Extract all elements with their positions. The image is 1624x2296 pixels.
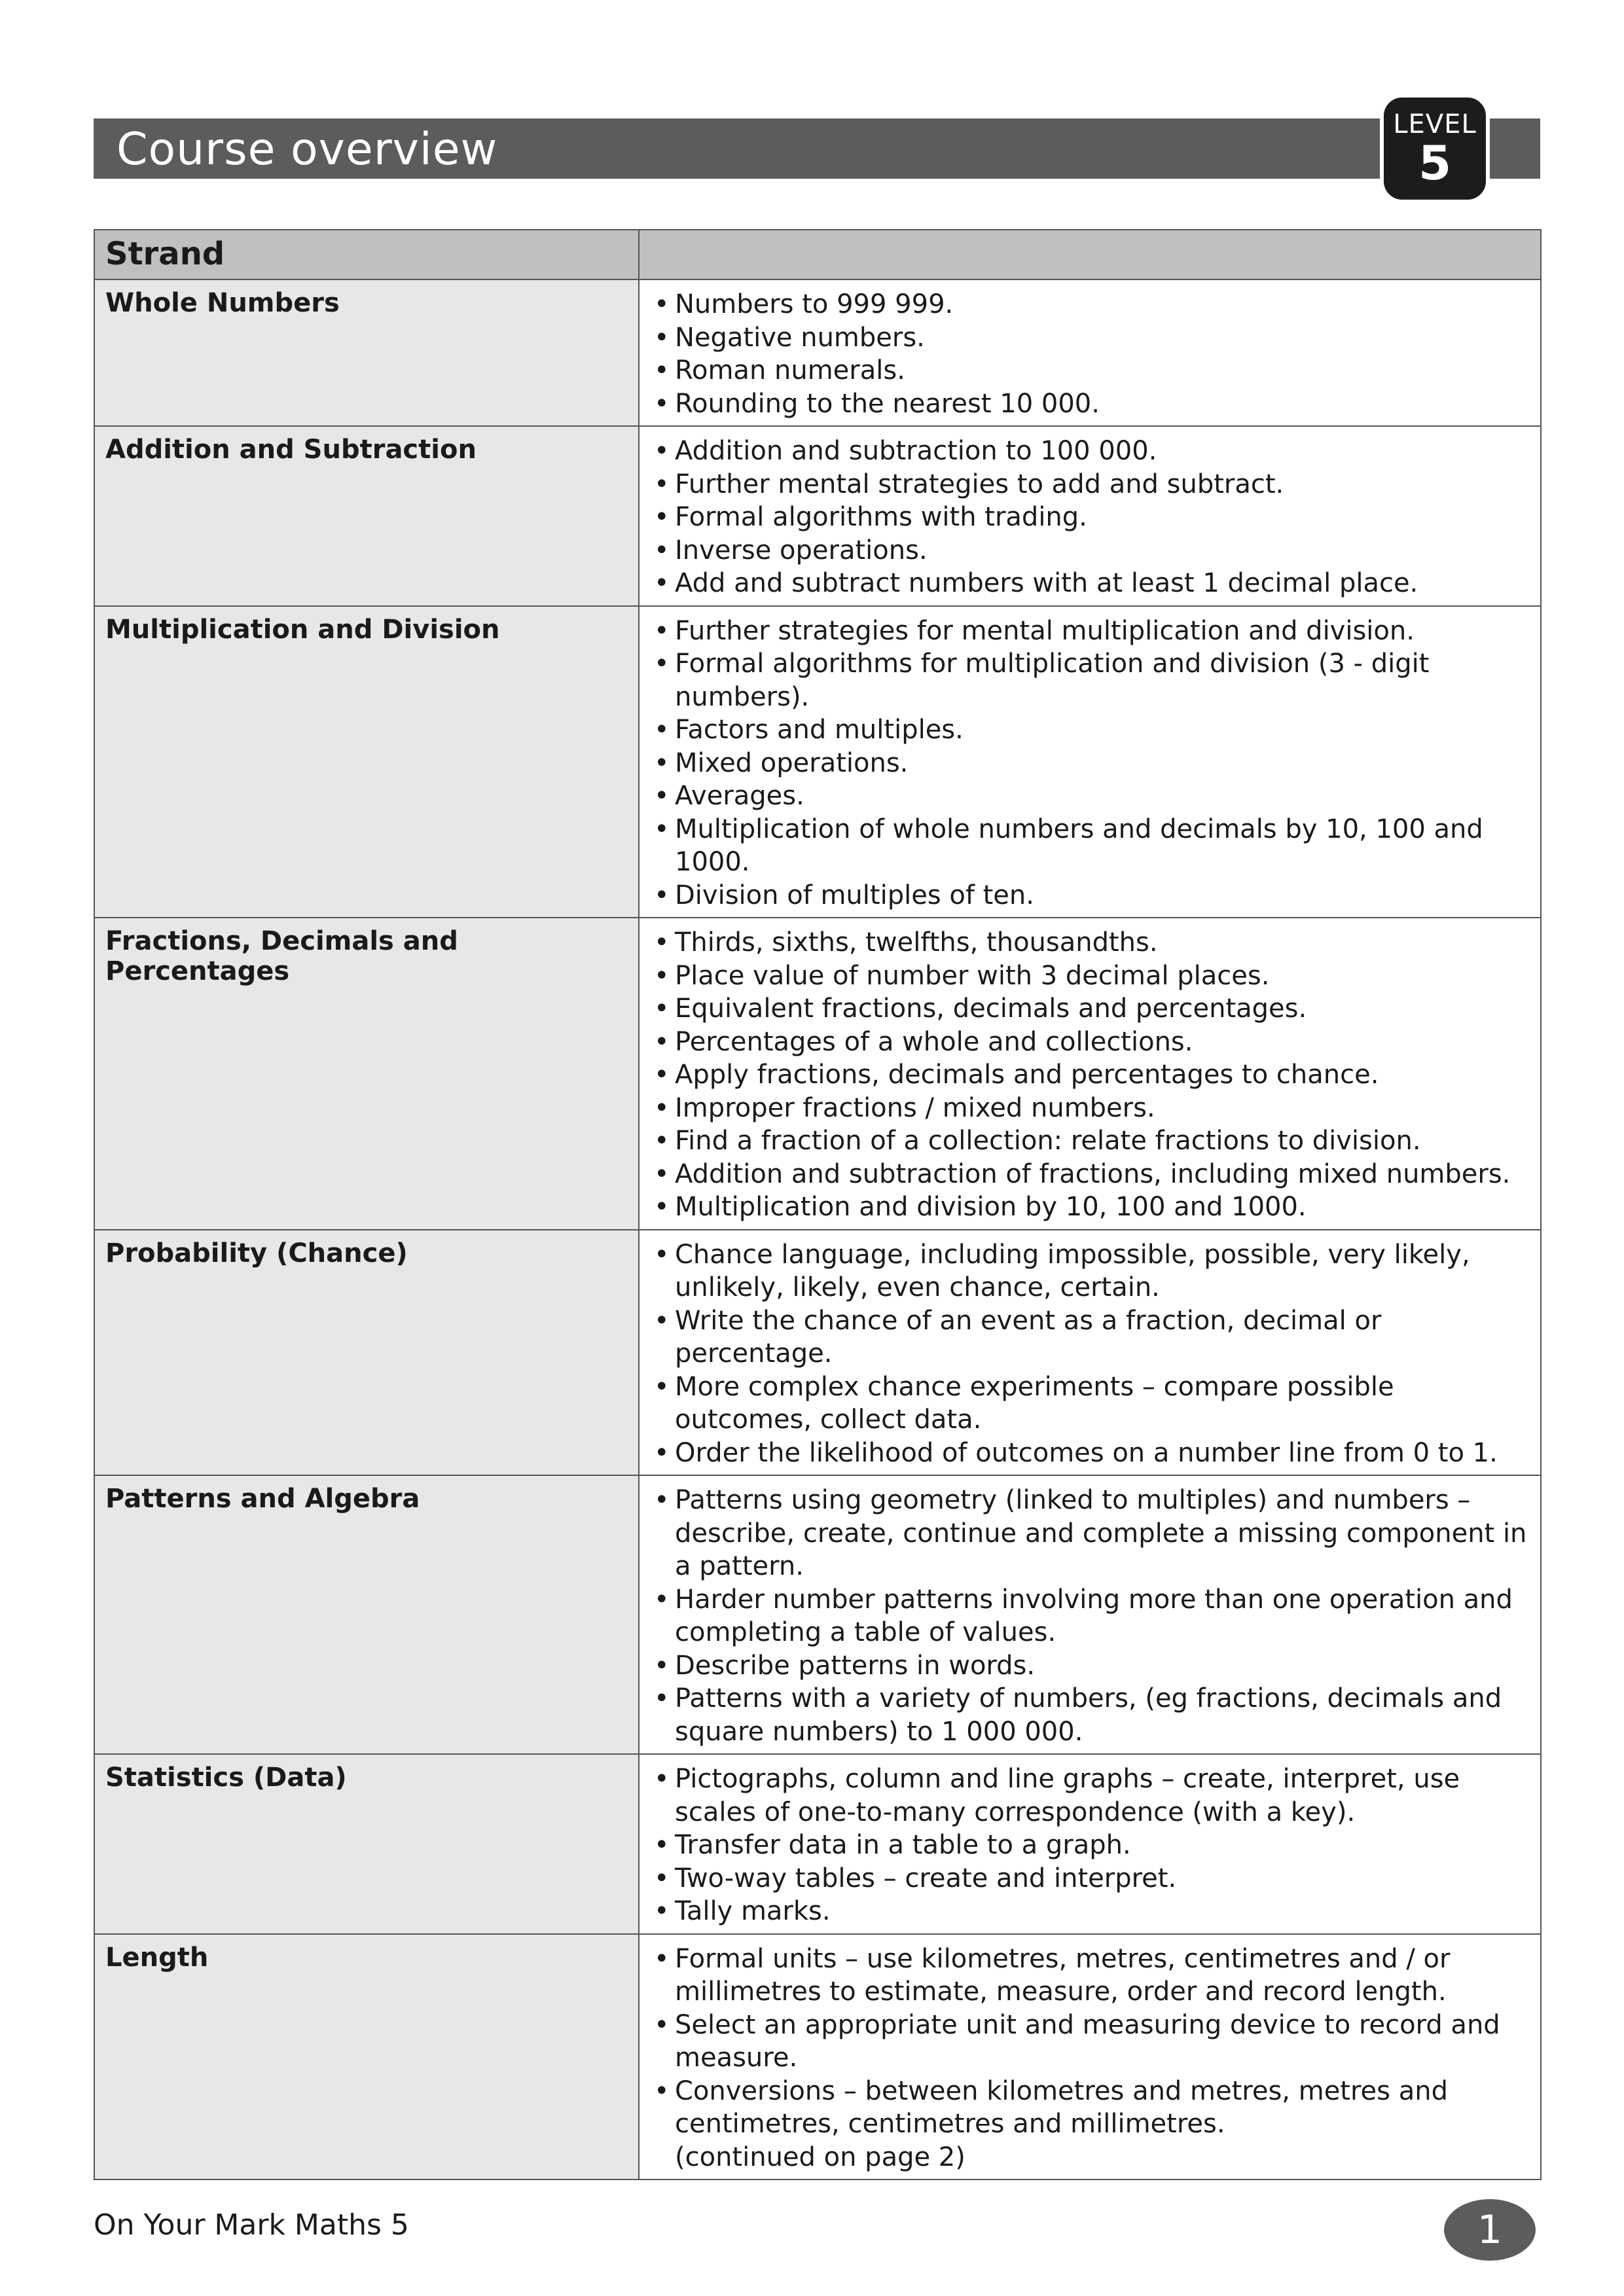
table-header-row: [94, 230, 1541, 279]
topic-item: • Apply fractions, decimals and percentages to chance.: [654, 1058, 1531, 1092]
topic-list: [654, 435, 1531, 600]
topic-item: • Place value of number with 3 decimal places.: [654, 960, 1531, 993]
topic-item: • Patterns with a variety of numbers, (eg fractions, decimals and square numbers) to 1 000 000.: [654, 1682, 1531, 1748]
topic-item: • Multiplication and division by 10, 100 and 1000.: [654, 1191, 1531, 1224]
strand-name: Length: [94, 1934, 639, 2180]
topic-list: [654, 615, 1531, 912]
topic-list: [654, 926, 1531, 1224]
topic-item: • Improper fractions / mixed numbers.: [654, 1092, 1531, 1125]
course-overview-table: [94, 229, 1542, 2180]
topic-item: • Harder number patterns involving more than one operation and completing a table of values.: [654, 1583, 1531, 1649]
topic-item: • Tally marks.: [654, 1895, 1531, 1928]
topic-item: • Further strategies for mental multiplication and division.: [654, 615, 1531, 648]
level-label: LEVEL: [1393, 109, 1477, 139]
strand-topics: [639, 918, 1541, 1230]
topic-item: • Transfer data in a table to a graph.: [654, 1829, 1531, 1862]
strand-name: Statistics (Data): [94, 1754, 639, 1934]
topic-item: • Two-way tables – create and interpret.: [654, 1862, 1531, 1895]
strand-topics: [639, 1475, 1541, 1754]
topic-list: [654, 1238, 1531, 1470]
topic-item: • Further mental strategies to add and subtract.: [654, 468, 1531, 501]
topic-item: • Averages.: [654, 780, 1531, 813]
topic-item: • Formal units – use kilometres, metres, centimetres and / or millimetres to estimate, measure, order and record length.: [654, 1943, 1531, 2009]
level-number: 5: [1418, 135, 1452, 190]
topic-item: • Mixed operations.: [654, 747, 1531, 780]
topic-item: • Conversions – between kilometres and metres, metres and centimetres, centimetres and millimetres.: [654, 2075, 1531, 2141]
topic-item: • Order the likelihood of outcomes on a number line from 0 to 1.: [654, 1437, 1531, 1470]
topic-item: • Factors and multiples.: [654, 713, 1531, 747]
strand-column-header: Strand: [94, 230, 639, 279]
topic-item: • Describe patterns in words.: [654, 1649, 1531, 1683]
strand-name: Multiplication and Division: [94, 606, 639, 918]
topic-item: • Pictographs, column and line graphs – create, interpret, use scales of one-to-many correspondence (with a key).: [654, 1763, 1531, 1829]
topic-item: • Chance language, including impossible, possible, very likely, unlikely, likely, even chance, certain.: [654, 1238, 1531, 1304]
level-badge: [1380, 94, 1490, 204]
topic-list: [654, 1763, 1531, 1928]
topic-item: • Percentages of a whole and collections.: [654, 1026, 1531, 1059]
table-row: [94, 1230, 1541, 1476]
page-number: 1: [1444, 2199, 1536, 2261]
topic-item: • Division of multiples of ten.: [654, 879, 1531, 912]
table-row: [94, 1934, 1541, 2180]
strand-topics: [639, 606, 1541, 918]
strand-topics: [639, 279, 1541, 426]
strand-topics: [639, 1934, 1541, 2180]
topic-item: • Rounding to the nearest 10 000.: [654, 387, 1531, 421]
page-title: Course overview: [117, 124, 498, 175]
topic-item: • Multiplication of whole numbers and decimals by 10, 100 and 1000.: [654, 813, 1531, 879]
topic-list: [654, 1484, 1531, 1748]
table-row: [94, 918, 1541, 1230]
topic-item: • Add and subtract numbers with at least 1 decimal place.: [654, 567, 1531, 600]
strand-name: Probability (Chance): [94, 1230, 639, 1476]
topic-item: • Addition and subtraction to 100 000.: [654, 435, 1531, 468]
strand-name: Addition and Subtraction: [94, 426, 639, 606]
strand-name: Fractions, Decimals and Percentages: [94, 918, 639, 1230]
topics-column-header: [639, 230, 1541, 279]
topic-item: • More complex chance experiments – compare possible outcomes, collect data.: [654, 1371, 1531, 1437]
table-row: [94, 606, 1541, 918]
table-body: [94, 279, 1541, 2179]
table-row: [94, 279, 1541, 426]
topic-item: • Find a fraction of a collection: relate fractions to division.: [654, 1124, 1531, 1158]
topic-list: [654, 1943, 1531, 2174]
book-title: On Your Mark Maths 5: [94, 2208, 409, 2242]
topic-item: • Formal algorithms with trading.: [654, 501, 1531, 534]
topic-item: • Write the chance of an event as a fraction, decimal or percentage.: [654, 1304, 1531, 1371]
topic-item: • Addition and subtraction of fractions, including mixed numbers.: [654, 1158, 1531, 1191]
topic-item: • Negative numbers.: [654, 321, 1531, 355]
topic-item: • Patterns using geometry (linked to multiples) and numbers – describe, create, continue and complete a missing component in a pattern.: [654, 1484, 1531, 1583]
topic-item: • Inverse operations.: [654, 534, 1531, 567]
topic-item: • Select an appropriate unit and measuring device to record and measure.: [654, 2009, 1531, 2075]
continued-note: (continued on page 2): [675, 2142, 965, 2172]
strand-topics: [639, 1754, 1541, 1934]
table-row: [94, 1475, 1541, 1754]
table-row: [94, 426, 1541, 606]
strand-name: Patterns and Algebra: [94, 1475, 639, 1754]
topic-item: • Thirds, sixths, twelfths, thousandths.: [654, 926, 1531, 960]
topic-item: • Numbers to 999 999.: [654, 288, 1531, 321]
topic-item: • Equivalent fractions, decimals and percentages.: [654, 992, 1531, 1026]
strand-topics: [639, 426, 1541, 606]
topic-item: • Formal algorithms for multiplication and division (3 - digit numbers).: [654, 647, 1531, 713]
table-row: [94, 1754, 1541, 1934]
strand-topics: [639, 1230, 1541, 1476]
topic-list: [654, 288, 1531, 420]
topic-item: • Roman numerals.: [654, 354, 1531, 387]
strand-name: Whole Numbers: [94, 279, 639, 426]
